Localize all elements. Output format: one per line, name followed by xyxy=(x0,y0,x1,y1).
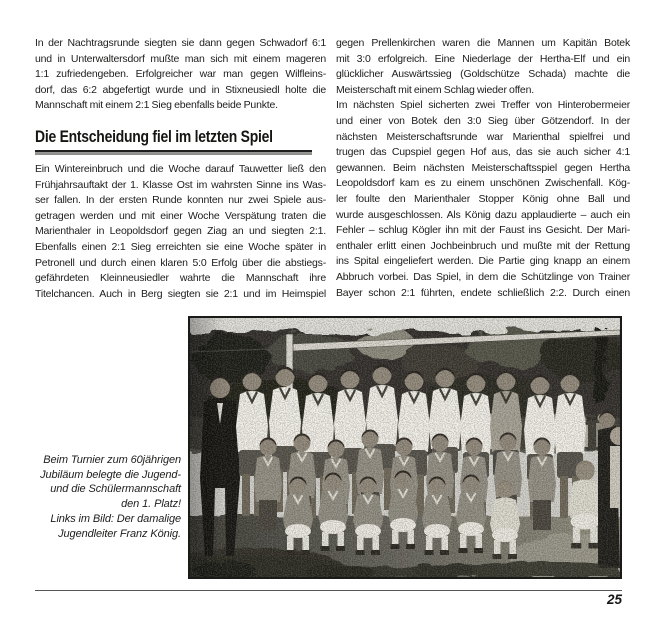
paragraph xyxy=(35,36,326,114)
text-line: Jubiläum belegte die Jugend- xyxy=(40,468,181,481)
text-line: dorf, das 6:2 abgefertigt wurde und in Stixneusiedl holte die xyxy=(35,83,326,96)
text-line: Abbruch vorbei. Das Spiel, in dem die Schützlinge von Trainer xyxy=(336,270,630,283)
text-line: Petronell und durch einen klaren 5:0 Erfolg über die abstiegs- xyxy=(35,256,326,269)
text-line: ins Spital eingeliefert werden. Die Partie ging knapp an einem xyxy=(336,255,630,268)
text-line: Ein Wintereinbruch und die Woche darauf Tauwetter ließ den xyxy=(35,162,326,175)
text-line: Links im Bild: Der damalige xyxy=(50,512,181,525)
text-line: Jugendleiter Franz König. xyxy=(58,527,181,540)
text-line: und in Unterwaltersdorf mußte man sich mit einem mageren xyxy=(35,52,326,65)
text-line: Titelchancen. Auch in Berg siegten sie 2:1 und im Heimspiel xyxy=(35,287,326,300)
text-line: Beim Turnier zum 60jährigen xyxy=(43,454,181,466)
text-line: gegen Prellenkirchen waren die Mannen um Kapitän Botek xyxy=(336,37,630,49)
right-column xyxy=(336,36,630,301)
text-line: trugen das Cupspiel gegen Hof aus, das sie auch sicher 4:1 xyxy=(336,146,630,159)
text-line: und die Schülermannschaft xyxy=(50,483,181,496)
text-line: Leopoldsdorf kam es zu einem unschönen Zwischenfall. Kög- xyxy=(336,177,630,190)
left-column xyxy=(35,36,326,302)
text-line: Ebenfalls einen 2:1 Sieg erreichten sie eine Woche später in xyxy=(35,240,326,253)
text-line: In der Nachtragsrunde siegten sie dann gegen Schwadorf 6:1 xyxy=(35,37,326,49)
text-line: den 1. Platz! xyxy=(121,498,181,511)
text-line: 1:1 zufriedengeben. Erfolgreicher war man gegen Wilfleins- xyxy=(35,68,326,81)
text-line: ser fallen. In der ersten Runde konnten nur zwei Spiele aus- xyxy=(35,194,326,207)
text-line: Meisterschaft mit einem Schlag wieder offen. xyxy=(336,83,534,96)
text-line: Fehler – schlug Kögler ihn mit der Faust ins Gesicht. Der Mari- xyxy=(336,224,630,237)
text-line: Bayer schon 2:1 führten, endete schließlich 2:2. Durch einen xyxy=(336,286,630,299)
text-line: enthaler erlitt einen Jochbeinbruch und mußte mit der Rettung xyxy=(336,239,630,252)
text-line: glücklicher Auswärtssieg (Goldschütze Schada) machte die xyxy=(336,68,630,81)
footer-rule xyxy=(35,590,622,591)
heading-underline xyxy=(35,150,312,155)
text-line: getragen werden und mit einer Woche Verspätung traten die xyxy=(35,209,326,222)
text-line: gefährdeten Kleinneusiedler wahrte die Mannschaft ihre xyxy=(35,272,326,285)
section-heading: Die Entscheidung fiel im letzten Spiel xyxy=(35,126,273,146)
text-line: Frühjahrsauftakt der 1. Klasse Ost im wahrsten Sinne ins Was- xyxy=(35,178,326,191)
text-line: gewannen. Beim nächsten Meisterschaftsspiel gegen Hertha xyxy=(336,161,630,174)
text-line: und einer von Botek den 3:0 Sieg über Götzendorf. In der xyxy=(336,114,630,127)
team-photo xyxy=(188,316,622,579)
section-heading-wrap xyxy=(35,127,326,155)
paragraph xyxy=(35,162,326,302)
text-line: ler foulte den Marienthaler Stopper König ohne Ball und xyxy=(336,192,630,205)
text-line: wurde ausgeschlossen. Als König dazu applaudierte – auch ein xyxy=(336,208,630,221)
photo-caption xyxy=(35,453,181,541)
text-line: Marienthaler in Leopoldsdorf gegen Ziag an und siegten 2:1. xyxy=(35,225,326,238)
text-line: mit 3:0 erfolgreich. Eine Niederlage der Hertha-Elf und ein xyxy=(336,52,630,65)
text-line: nächsten Meisterschaftsrunde war Marienthal spielfrei und xyxy=(336,130,630,143)
text-line: Im nächsten Spiel sicherten zwei Treffer von Hinterobermeier xyxy=(336,99,630,112)
page-number: 25 xyxy=(606,592,622,607)
text-line: Mannschaft mit einem 2:1 Sieg ebenfalls beide Punkte. xyxy=(35,99,278,112)
